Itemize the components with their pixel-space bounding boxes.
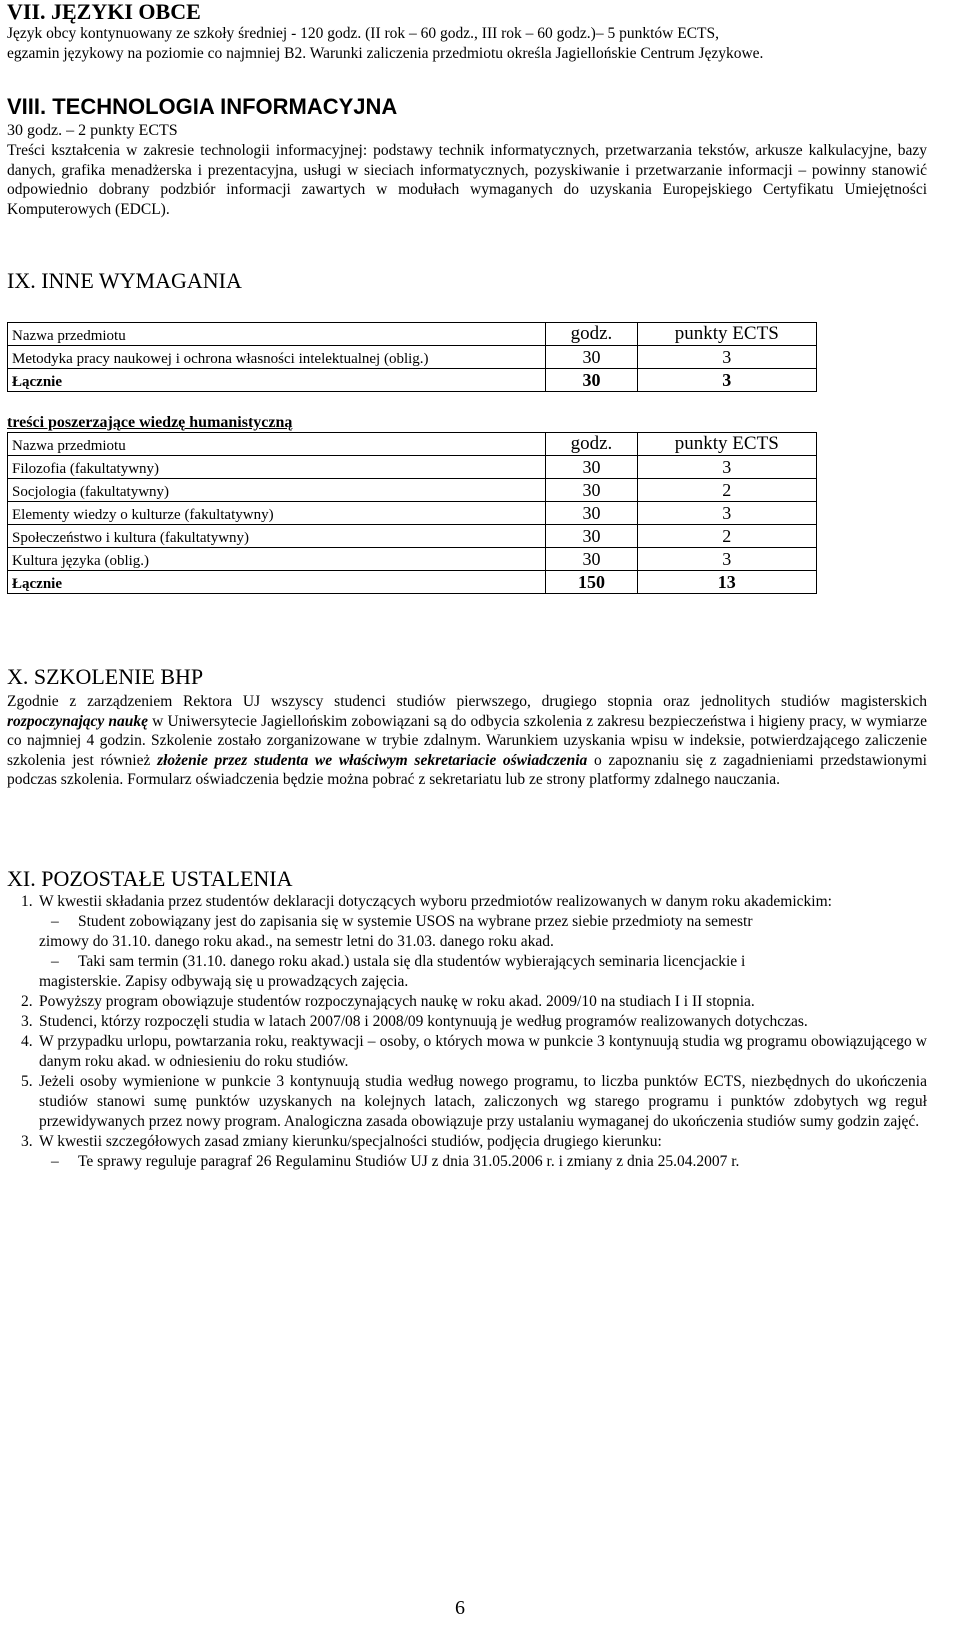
- section-information-technology: [7, 94, 927, 219]
- table-row: [8, 456, 817, 479]
- section-heading: XI. POZOSTAŁE USTALENIA: [7, 866, 293, 891]
- table-cell: 3: [637, 502, 816, 525]
- list-item: 2. Powyższy program obowiązuje studentów rozpoczynających naukę w roku akad. 2009/10 na studiach I i II stopnia.: [21, 993, 755, 1010]
- table-cell: 2: [637, 479, 816, 502]
- table-cell: 30: [546, 456, 637, 479]
- table-cell: Elementy wiedzy o kulturze (fakultatywny): [8, 502, 546, 525]
- table-row: [8, 548, 817, 571]
- header-cell: godz.: [546, 433, 637, 456]
- table-row: [8, 479, 817, 502]
- table-cell: 30: [546, 479, 637, 502]
- section-heading: VII. JĘZYKI OBCE: [7, 0, 201, 24]
- list-subitem: – Student zobowiązany jest do zapisania się w systemie USOS na wybrane przez siebie przedmioty na semestr: [51, 913, 753, 930]
- list-subitem-continuation: zimowy do 31.10. danego roku akad., na semestr letni do 31.03. danego roku akad.: [39, 933, 554, 950]
- table-header-row: [8, 323, 817, 346]
- table-cell: 3: [637, 346, 816, 369]
- section-heading: X. SZKOLENIE BHP: [7, 664, 204, 689]
- section-heading: VIII. TECHNOLOGIA INFORMACYJNA: [7, 94, 398, 119]
- table-cell: 30: [546, 346, 637, 369]
- header-cell: punkty ECTS: [637, 323, 816, 346]
- list-item: 1. W kwestii składania przez studentów deklaracji dotyczących wyboru przedmiotów realizowanych w danym roku akademickim:: [21, 893, 832, 910]
- requirements-table: [7, 322, 817, 392]
- section-bhp-training: [7, 664, 927, 790]
- paragraph: egzamin językowy na poziomie co najmniej B2. Warunki zaliczenia przedmiotu określa Jagiellońskie Centrum Językowe.: [7, 44, 764, 62]
- table-header-row: [8, 433, 817, 456]
- table-cell: 30: [546, 548, 637, 571]
- table-cell: 3: [637, 456, 816, 479]
- section-foreign-languages: [7, 0, 927, 63]
- table-total-row: [8, 369, 817, 392]
- table-total-row: [8, 571, 817, 594]
- table-row: [8, 502, 817, 525]
- table-cell: 3: [637, 369, 816, 392]
- paragraph: Treści kształcenia w zakresie technologii informacyjnej: podstawy technik informatycznych, przetwarzania tekstów, arkusze kalkulacyjne, bazy danych, grafika menadżerska i prezentacyjna, usługi w sieciach informatycznych, pozyskiwanie i przetwarzanie informacji – powinny stanowić odpowiednio dobrany podzbiór informacji zawartych w modułach wymaganych do uzyskania Europejskiego Certyfikatu Umiejętności Komputerowych (EDCL).: [7, 142, 927, 218]
- table-cell: 30: [546, 369, 637, 392]
- list-item: 5. Jeżeli osoby wymienione w punkcie 3 kontynuują studia według nowego programu, to liczba punktów ECTS, niezbędnych do ukończenia studiów stanowi sumę punktów uzyskanych na kolejnych latach, zaliczonych wg starego programu i punktów zdobytych wg reguł przewidywanych przez nowy program. Analogiczna zasada obowiązuje przy ustalaniu wymaganej do ukończenia studiów sumy godzin zajęć.: [21, 1073, 927, 1130]
- section-heading: IX. INNE WYMAGANIA: [7, 268, 242, 293]
- list-subitem: – Te sprawy reguluje paragraf 26 Regulaminu Studiów UJ z dnia 31.05.2006 r. i zmiany z dnia 25.04.2007 r.: [51, 1153, 740, 1170]
- table-cell: Kultura języka (oblig.): [8, 548, 546, 571]
- table-cell: 30: [546, 525, 637, 548]
- list-item: 4. W przypadku urlopu, powtarzania roku, reaktywacji – osoby, o których mowa w punkcie 3 kontynuują studia wg programu obowiązującego w danym roku akad. w odniesieniu do roku studiów.: [21, 1033, 927, 1070]
- section-subheading: 30 godz. – 2 punkty ECTS: [7, 122, 178, 139]
- table-cell: 3: [637, 548, 816, 571]
- header-cell: punkty ECTS: [637, 433, 816, 456]
- table-cell: Społeczeństwo i kultura (fakultatywny): [8, 525, 546, 548]
- table-cell: Socjologia (fakultatywny): [8, 479, 546, 502]
- table-title: treści poszerzające wiedzę humanistyczną: [7, 414, 293, 431]
- table-cell: Łącznie: [8, 571, 546, 594]
- list-item: 3. W kwestii szczegółowych zasad zmiany kierunku/specjalności studiów, podjęcia drugiego kierunku:: [21, 1133, 662, 1150]
- table-cell: 2: [637, 525, 816, 548]
- paragraph: Język obcy kontynuowany ze szkoły średniej - 120 godz. (II rok – 60 godz., III rok – 60 godz.)– 5 punktów ECTS,: [7, 25, 719, 42]
- table-row: [8, 525, 817, 548]
- list-item: 3. Studenci, którzy rozpoczęli studia w latach 2007/08 i 2008/09 kontynuują je według programów realizowanych dotychczas.: [21, 1013, 808, 1030]
- humanities-table: [7, 432, 817, 594]
- table-cell: 30: [546, 502, 637, 525]
- paragraph: Zgodnie z zarządzeniem Rektora UJ wszyscy studenci studiów pierwszego, drugiego stopnia oraz jednolitych studiów magisterskich rozpoczynający naukę w Uniwersytecie Jagiellońskim zobowiązani są do odbycia szkolenia z zakresu bezpieczeństwa i higieny pracy, w wymiarze co najmniej 4 godzin. Szkolenie zostało zorganizowane w trybie zdalnym. Warunkiem uzyskania wpisu w indeksie, potwierdzającego zaliczenie szkolenia jest również złożenie przez studenta we właściwym sekretariacie oświadczenia o zapoznaniu się z zagadnieniami przedstawionymi podczas szkolenia. Formularz oświadczenia będzie można pobrać z sekretariatu lub ze strony platformy zdalnego nauczania.: [7, 693, 928, 788]
- section-other-arrangements: [7, 866, 927, 1172]
- header-cell: Nazwa przedmiotu: [8, 433, 546, 456]
- table-cell: Łącznie: [8, 369, 546, 392]
- header-cell: godz.: [546, 323, 637, 346]
- table-cell: Metodyka pracy naukowej i ochrona własności intelektualnej (oblig.): [8, 346, 546, 369]
- table-cell: 150: [546, 571, 637, 594]
- table-row: [8, 346, 817, 369]
- list-subitem-continuation: magisterskie. Zapisy odbywają się u prowadzących zajęcia.: [39, 973, 409, 990]
- page-number: 6: [455, 1597, 465, 1619]
- section-other-requirements: [7, 268, 927, 594]
- table-cell: Filozofia (fakultatywny): [8, 456, 546, 479]
- list-subitem: – Taki sam termin (31.10. danego roku akad.) ustala się dla studentów wybierających seminaria licencjackie i: [51, 953, 746, 970]
- header-cell: Nazwa przedmiotu: [8, 323, 546, 346]
- table-cell: 13: [637, 571, 816, 594]
